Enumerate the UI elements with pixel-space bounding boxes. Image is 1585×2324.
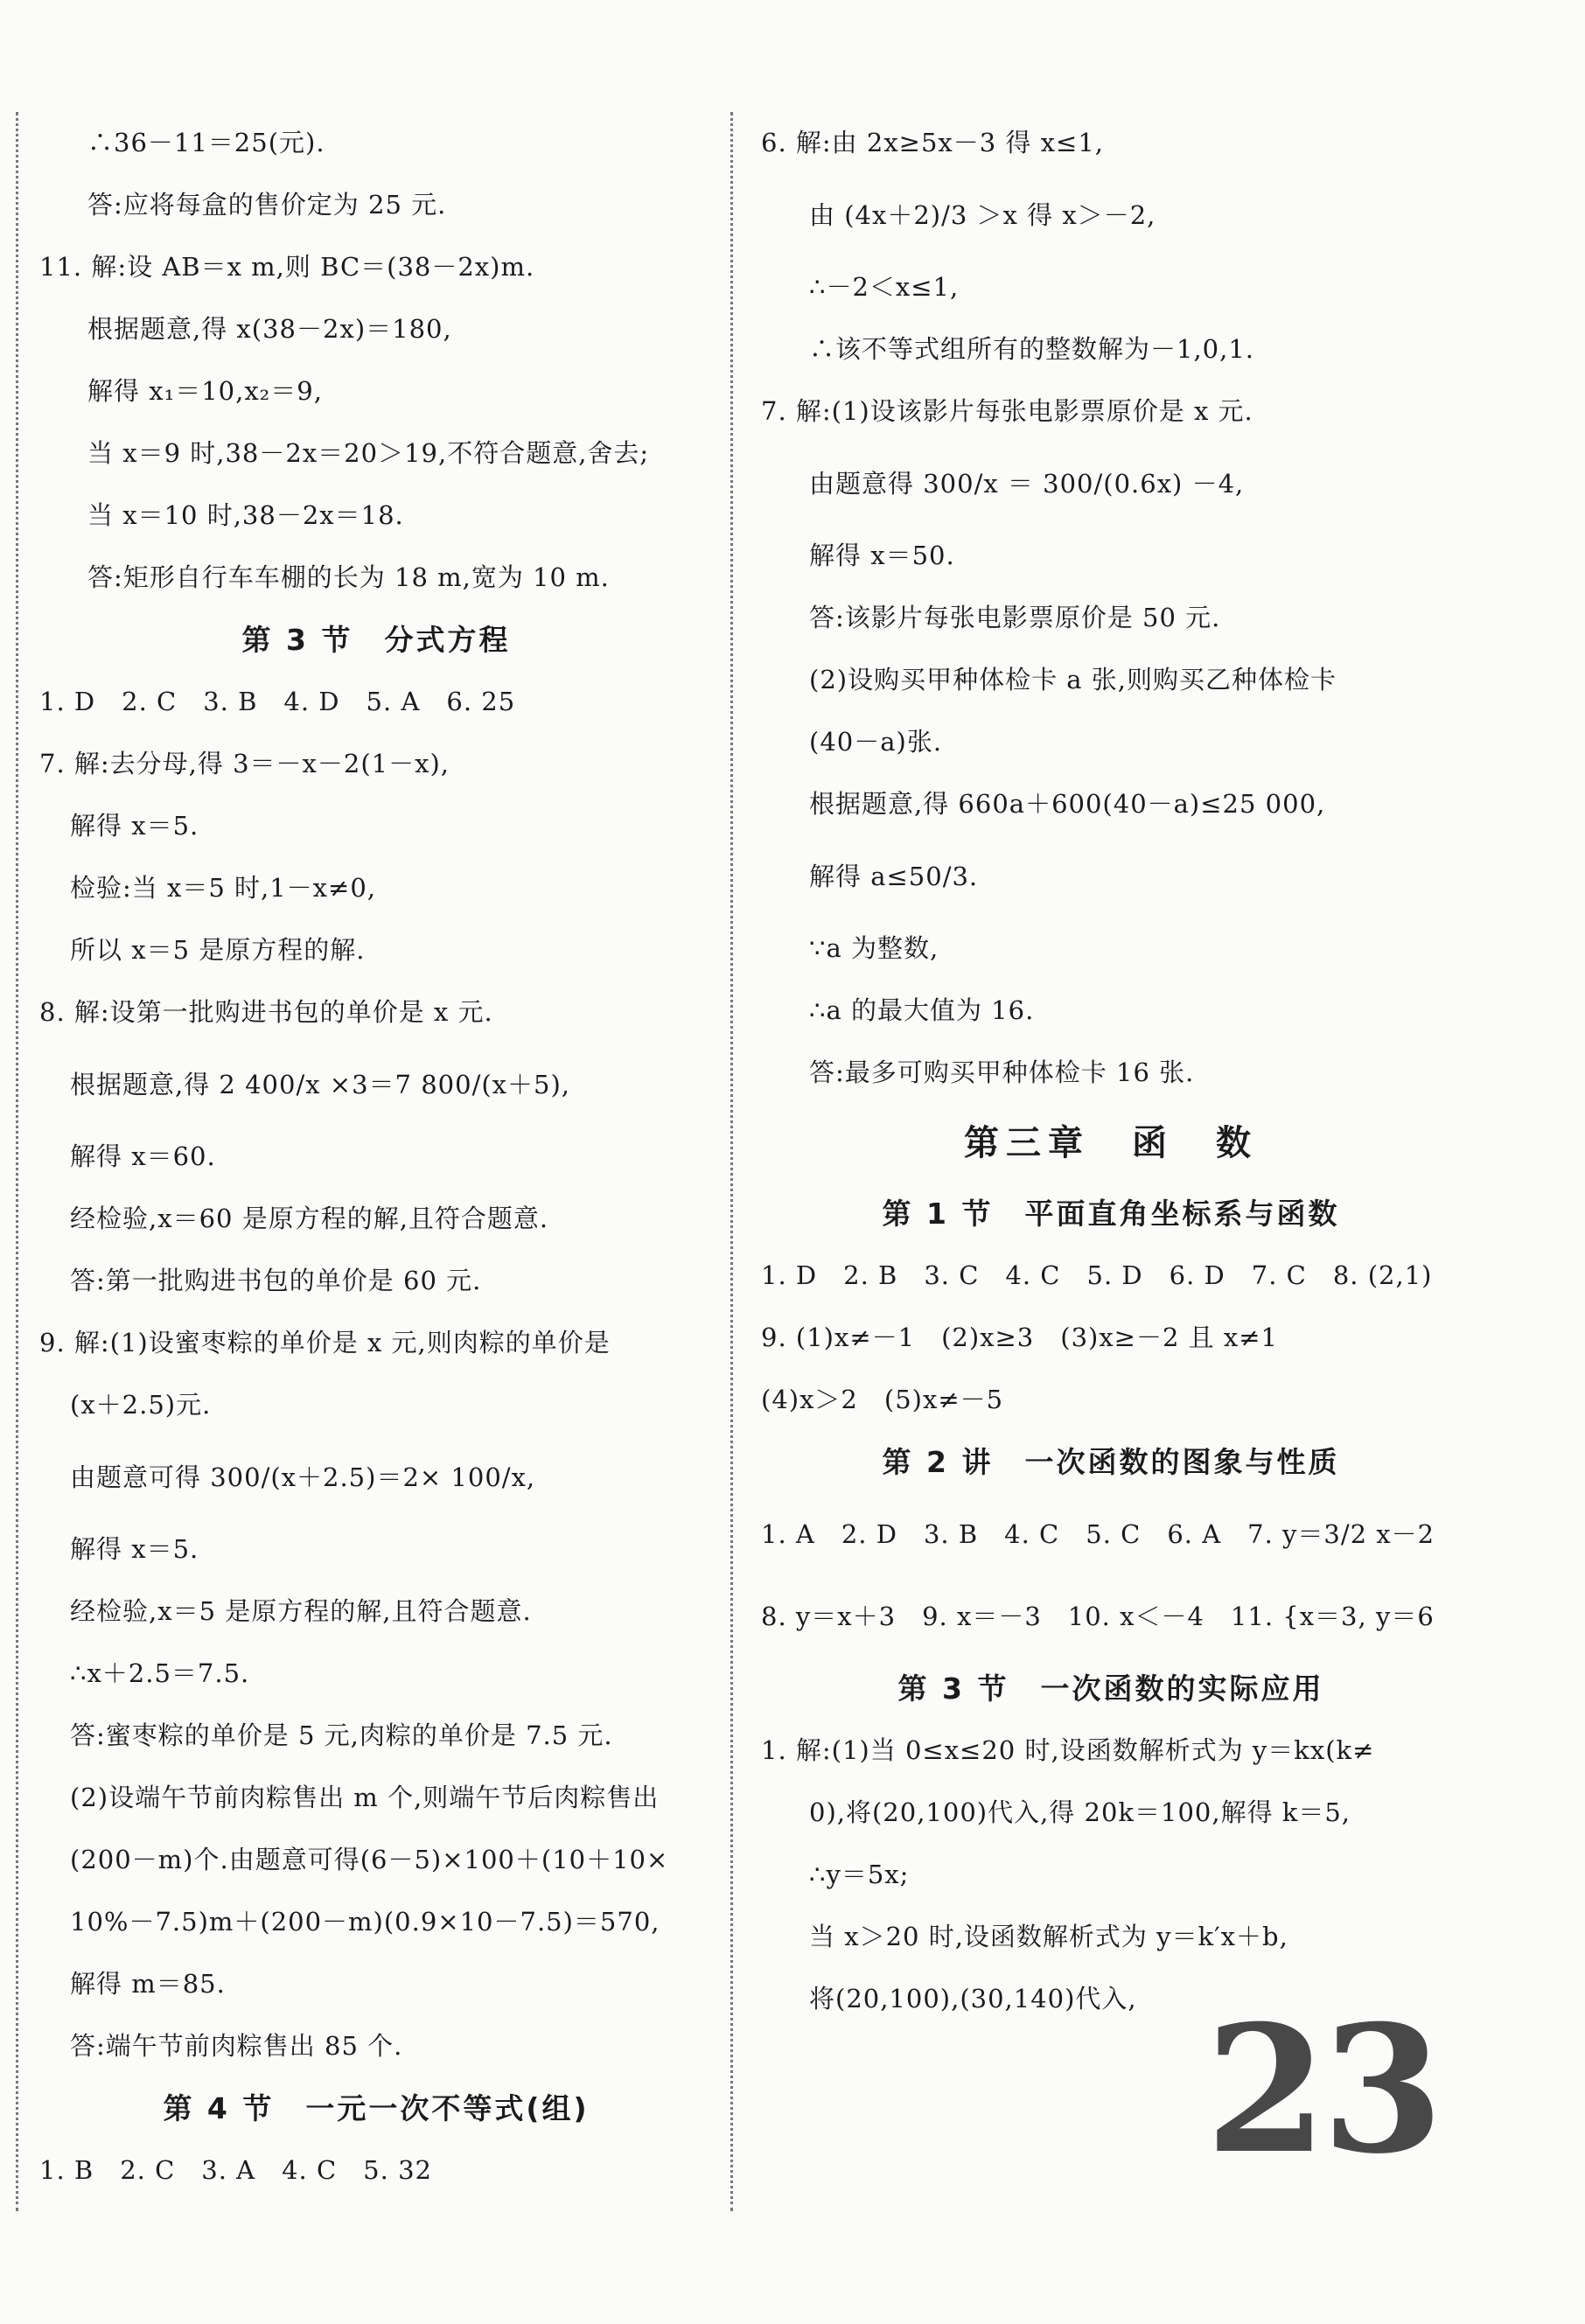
problem-7: 7. 解:去分母,得 3＝－x－2(1－x), (39, 749, 450, 778)
text-line: ∴x＋2.5＝7.5. (70, 1658, 250, 1688)
text-line: 根据题意,得 x(38－2x)＝180, (87, 314, 452, 344)
equation-line: 根据题意,得 2 400/x ×3＝7 800/(x＋5), (70, 1070, 570, 1099)
text-line: 0),将(20,100)代入,得 20k＝100,解得 k＝5, (809, 1797, 1351, 1827)
text-line: ∴该不等式组所有的整数解为－1,0,1. (809, 334, 1255, 364)
problem-8: 8. 解:设第一批购进书包的单价是 x 元. (39, 997, 493, 1027)
section-heading-2: 第 2 讲 一次函数的图象与性质 (882, 1445, 1340, 1479)
problem-6: 6. 解:由 2x≥5x－3 得 x≤1, (761, 128, 1104, 157)
text-line: 答:端午节前肉粽售出 85 个. (70, 2031, 403, 2061)
answer-row: 1. A 2. D 3. B 4. C 5. C 6. A 7. y＝3/2 x－2 (761, 1519, 1435, 1549)
text-line: 根据题意,得 660a＋600(40－a)≤25 000, (809, 789, 1326, 819)
problem-11: 11. 解:设 AB＝x m,则 BC＝(38－2x)m. (39, 252, 535, 282)
text-line: 解得 x₁＝10,x₂＝9, (87, 376, 323, 406)
text-line: 解得 m＝85. (70, 1969, 226, 1999)
problem-9: 9. 解:(1)设蜜枣粽的单价是 x 元,则肉粽的单价是 (39, 1328, 611, 1357)
answer-row: 1. D 2. C 3. B 4. D 5. A 6. 25 (39, 687, 516, 716)
section-heading-3: 第 3 节 一次函数的实际应用 (897, 1671, 1324, 1706)
left-dotted-margin (16, 112, 18, 2211)
text-line: (2)设购买甲种体检卡 a 张,则购买乙种体检卡 (809, 665, 1337, 694)
text-line: (x＋2.5)元. (70, 1390, 212, 1420)
text-line: 将(20,100),(30,140)代入, (809, 1984, 1137, 2013)
section-heading-3: 第 3 节 分式方程 (241, 623, 511, 657)
text-line: 解得 x＝5. (70, 811, 199, 841)
equation-line: 由题意可得 300/(x＋2.5)＝2× 100/x, (70, 1462, 536, 1492)
text-line: 检验:当 x＝5 时,1－x≠0, (70, 873, 377, 903)
problem-7: 7. 解:(1)设该影片每张电影票原价是 x 元. (761, 396, 1253, 426)
text-line: (200－m)个.由题意可得(6－5)×100＋(10＋10× (70, 1845, 669, 1874)
text-line: 答:第一批购进书包的单价是 60 元. (70, 1266, 482, 1295)
text-line: 当 x＝10 时,38－2x＝18. (87, 500, 404, 530)
answer-row: (4)x＞2 (5)x≠－5 (761, 1385, 1004, 1414)
column-divider (730, 112, 733, 2211)
page-number: 23 (1205, 1987, 1439, 2193)
text-line: 解得 x＝60. (70, 1141, 216, 1171)
answer-row: 8. y＝x＋3 9. x＝－3 10. x＜－4 11. {x＝3, y＝6 (761, 1602, 1435, 1631)
text-line: ∴y＝5x; (809, 1860, 910, 1889)
text-line: ∴36－11＝25(元). (87, 128, 325, 157)
text-line: 当 x＝9 时,38－2x＝20＞19,不符合题意,舍去; (87, 438, 650, 468)
text-line: 解得 x＝5. (70, 1534, 199, 1564)
answer-row: 1. B 2. C 3. A 4. C 5. 32 (39, 2155, 432, 2185)
answer-row: 9. (1)x≠－1 (2)x≥3 (3)x≥－2 且 x≠1 (761, 1323, 1278, 1352)
right-column (761, 112, 1461, 2030)
text-line: ∴－2＜x≤1, (809, 272, 960, 302)
text-line: 10%－7.5)m＋(200－m)(0.9×10－7.5)＝570, (70, 1907, 660, 1937)
text-line: 经检验,x＝5 是原方程的解,且符合题意. (70, 1596, 532, 1626)
text-line: 答:蜜枣粽的单价是 5 元,肉粽的单价是 7.5 元. (70, 1720, 613, 1750)
text-line: 所以 x＝5 是原方程的解. (70, 935, 366, 965)
text-line: ∴a 的最大值为 16. (809, 995, 1035, 1025)
problem-1: 1. 解:(1)当 0≤x≤20 时,设函数解析式为 y＝kx(k≠ (761, 1735, 1375, 1765)
text-line: (2)设端午节前肉粽售出 m 个,则端午节后肉粽售出 (70, 1783, 660, 1812)
section-heading-4: 第 4 节 一元一次不等式(组) (163, 2091, 590, 2125)
text-line: 答:矩形自行车车棚的长为 18 m,宽为 10 m. (87, 562, 610, 592)
text-line: 答:应将每盒的售价定为 25 元. (87, 190, 447, 220)
text-line: ∵a 为整数, (809, 933, 939, 963)
text-line: 答:该影片每张电影票原价是 50 元. (809, 603, 1221, 632)
left-column (39, 112, 713, 2202)
equation-line: 解得 a≤50/3. (809, 862, 979, 891)
section-heading-1: 第 1 节 平面直角坐标系与函数 (882, 1197, 1340, 1231)
equation-line: 由题意得 300/x ＝ 300/(0.6x) －4, (809, 469, 1245, 499)
answer-row: 1. D 2. B 3. C 4. C 5. D 6. D 7. C 8. (2,1) (761, 1260, 1433, 1290)
equation-line: 由 (4x＋2)/3 ＞x 得 x＞－2, (809, 200, 1156, 230)
text-line: 当 x＞20 时,设函数解析式为 y＝k′x＋b, (809, 1922, 1288, 1951)
text-line: (40－a)张. (809, 727, 943, 757)
text-line: 经检验,x＝60 是原方程的解,且符合题意. (70, 1204, 549, 1233)
chapter-title: 第三章 函 数 (964, 1123, 1258, 1163)
text-line: 答:最多可购买甲种体检卡 16 张. (809, 1057, 1195, 1087)
text-line: 解得 x＝50. (809, 541, 955, 570)
